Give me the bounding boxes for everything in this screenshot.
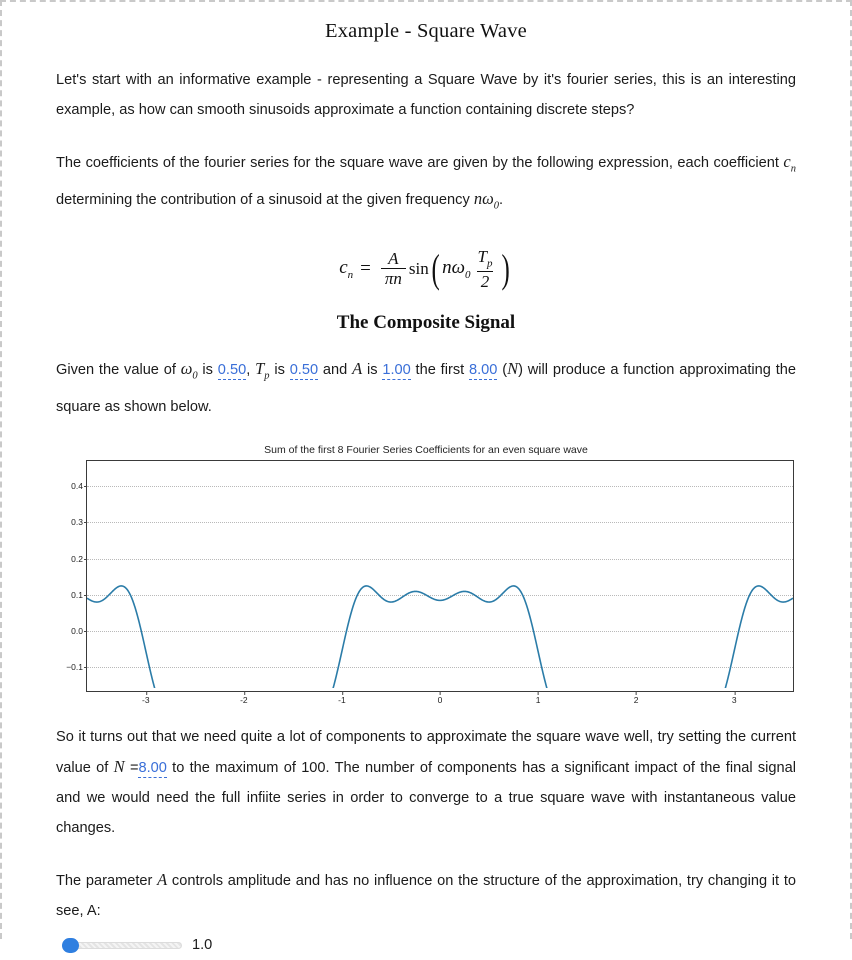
coefficients-text-2: determining the contribution of a sinusoid at the given frequency — [56, 192, 474, 209]
section-title: The Composite Signal — [336, 312, 516, 334]
amplitude-text-1: The parameter — [56, 872, 158, 889]
xtick-label-2: 2 — [634, 695, 639, 705]
composite-text-5: and — [318, 362, 353, 379]
n-symbol: N — [507, 359, 519, 379]
slider-knob[interactable] — [62, 938, 79, 953]
ytick-label-0.3: 0.3 — [57, 517, 83, 527]
composite-paragraph — [56, 354, 796, 421]
formula-fraction-a-over-pin: $\frac{A}{\pi n}$ — [381, 250, 406, 289]
a-symbol: A — [352, 359, 363, 379]
fourier-series-curve — [87, 461, 793, 688]
tp-symbol: $T_p$ — [255, 359, 270, 382]
coefficient-symbol: $c_n$ — [783, 152, 796, 175]
composite-text-7: the first — [410, 362, 469, 379]
amplitude-text-2: controls amplitude and has no influence on the structure of the approximation, try changing it to see, A: — [56, 872, 796, 919]
formula-left-paren: ( — [431, 245, 440, 291]
ytick-label--0.1: −0.1 — [57, 662, 83, 672]
xtick-label--3: -3 — [142, 695, 150, 705]
amplitude-slider[interactable] — [62, 938, 182, 952]
closing-n-value-input[interactable]: 8.00 — [138, 759, 167, 776]
coefficients-text-3: . — [498, 192, 504, 209]
formula-lhs: $c_n$ — [339, 257, 354, 281]
frequency-symbol: $n\omega_0$ — [473, 189, 499, 212]
formula-equals: = — [360, 257, 371, 279]
page-title: Example - Square Wave — [325, 20, 527, 42]
omega-symbol: $\omega_0$ — [180, 359, 198, 382]
coefficients-paragraph — [56, 147, 796, 222]
document-content — [2, 2, 850, 960]
chart-title: Sum of the first 8 Fourier Series Coefficients for an even square wave — [264, 443, 588, 456]
amplitude-paragraph — [56, 865, 796, 926]
xtick-label--1: -1 — [338, 695, 346, 705]
formula-tp: $T_p$ — [477, 246, 493, 269]
amplitude-slider-value: 1.0 — [192, 936, 213, 953]
formula-fraction-tp-over-2: $\frac{T_p}{2}$ — [473, 248, 496, 291]
ytick-label-0.1: 0.1 — [57, 590, 83, 600]
formula-inner-n-omega: $n\omega_0$ — [442, 257, 471, 281]
amplitude-a-symbol: A — [157, 869, 168, 889]
composite-text-6: is — [362, 362, 383, 379]
composite-text-8: ( — [497, 362, 508, 379]
ytick-label-0.4: 0.4 — [57, 481, 83, 491]
xtick-label--2: -2 — [240, 695, 248, 705]
fourier-coefficient-formula — [56, 245, 796, 291]
fourier-chart — [56, 443, 796, 705]
n-value-input[interactable]: 8.00 — [468, 362, 498, 379]
closing-n-symbol: N — [113, 756, 125, 776]
slider-track[interactable] — [62, 942, 182, 949]
composite-text-4: is — [269, 362, 290, 379]
closing-text-3: to the maximum of 100. The number of components has a significant impact of the final signal and we would need the full infiite series in order to converge to a true square wave with instantaneous value changes. — [56, 759, 796, 836]
composite-text-3: , — [246, 362, 256, 379]
xtick-label-3: 3 — [732, 695, 737, 705]
coefficients-text-1: The coefficients of the fourier series for the square wave are given by the following expression, each coefficient — [56, 155, 784, 171]
xtick-label-1: 1 — [536, 695, 541, 705]
intro-paragraph: Let's start with an informative example - representing a Square Wave by it's fourier series, this is an interesting example, as how can smooth sinusoids approximate a function containing discrete steps? — [56, 72, 796, 118]
closing-text-2: = — [124, 759, 139, 776]
amplitude-slider-row — [56, 930, 796, 960]
composite-text-1: Given the value of — [56, 362, 181, 379]
ytick-label-0.0: 0.0 — [57, 626, 83, 636]
ytick-label-0.2: 0.2 — [57, 554, 83, 564]
amplitude-value-input[interactable]: 1.00 — [382, 362, 411, 379]
closing-text-1: So it turns out that we need quite a lot of components to approximate the square wave well, try setting the current value of — [56, 728, 796, 776]
closing-paragraph — [56, 722, 796, 843]
formula-right-paren: ) — [501, 245, 511, 291]
composite-text-9: ) will produce a function approximating the square as shown below. — [56, 362, 796, 415]
omega-value-input[interactable]: 0.50 — [217, 362, 247, 379]
chart-plot-area — [66, 460, 794, 705]
tp-value-input[interactable]: 0.50 — [289, 362, 319, 379]
xtick-label-0: 0 — [438, 695, 443, 705]
composite-text-2: is — [197, 362, 218, 379]
formula-sin: sin — [408, 258, 429, 278]
